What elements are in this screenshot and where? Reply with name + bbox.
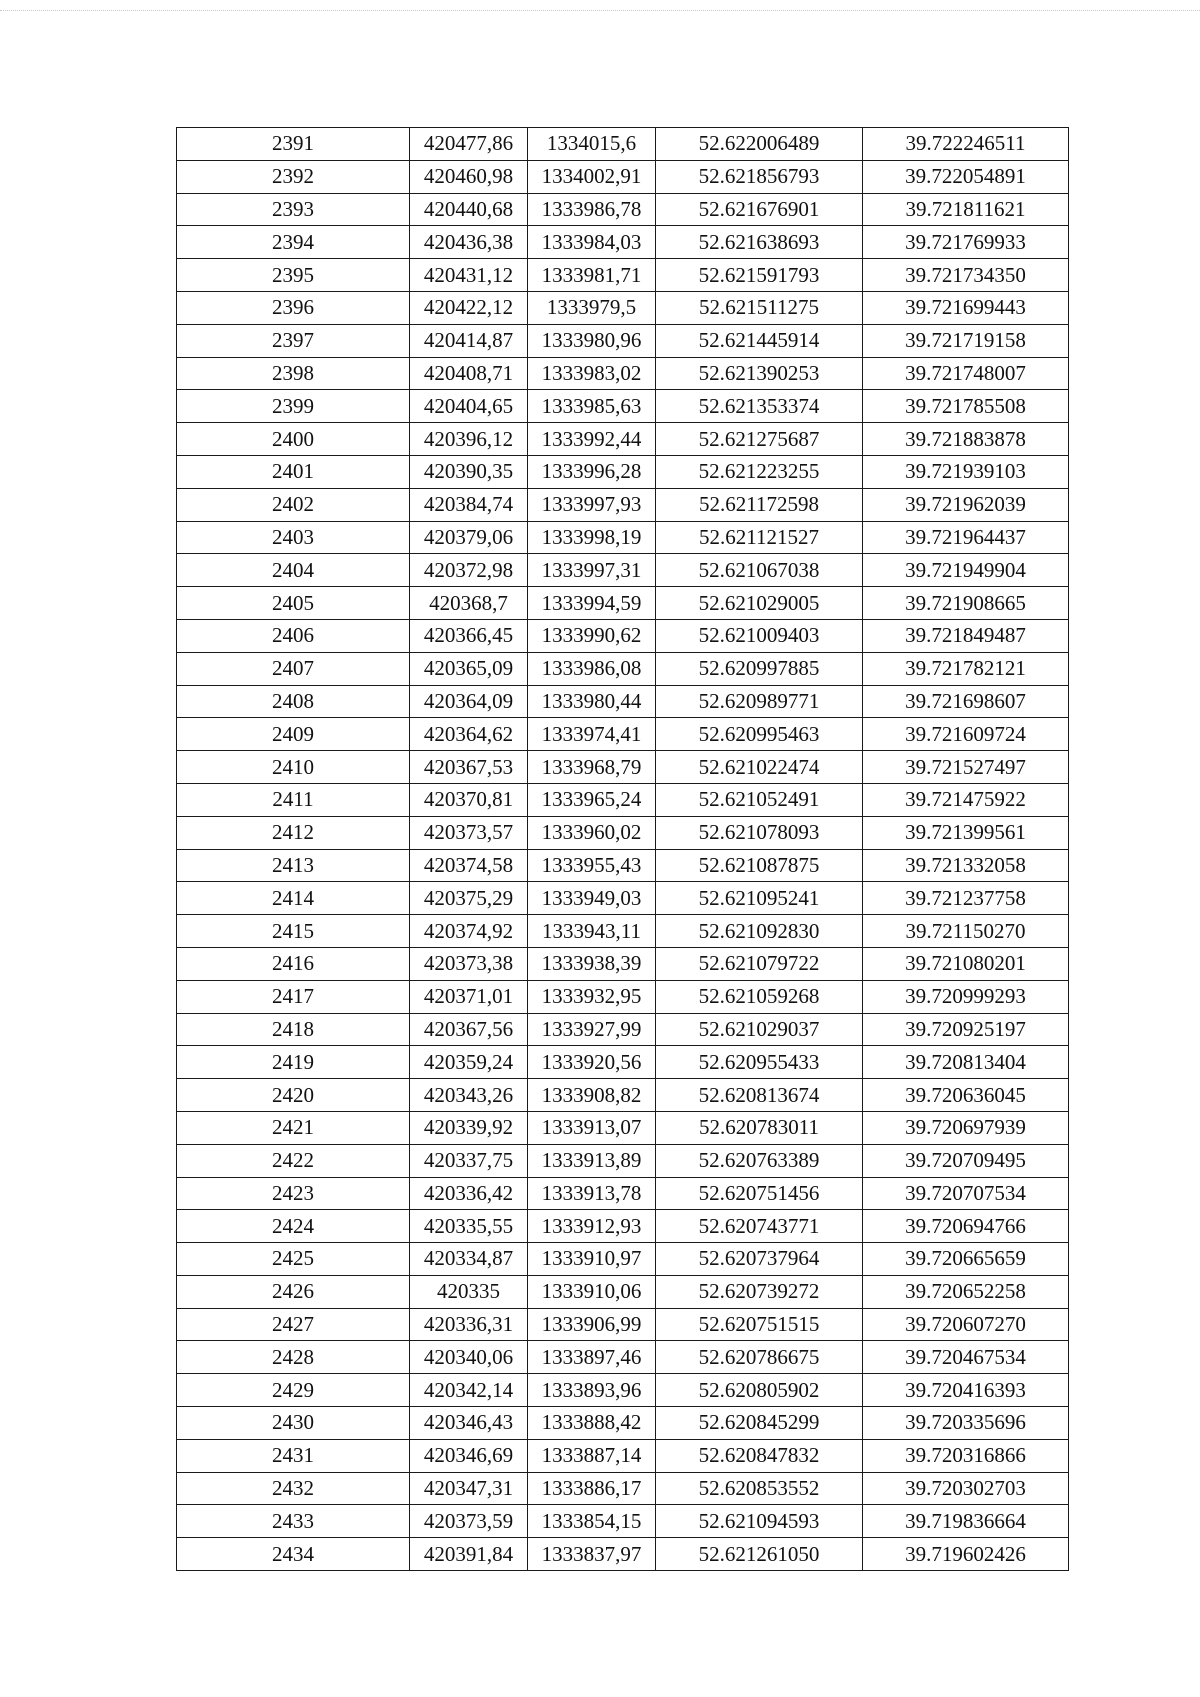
x-coordinate-cell: 420339,92 [410,1111,528,1144]
table-row [177,587,1069,620]
longitude-cell: 39.720302703 [863,1472,1069,1505]
x-coordinate-cell: 420460,98 [410,160,528,193]
longitude-cell: 39.722054891 [863,160,1069,193]
table-row [177,1439,1069,1472]
point-number-cell: 2395 [177,259,410,292]
y-coordinate-cell: 1333932,95 [528,980,656,1013]
table-row [177,193,1069,226]
table-row [177,816,1069,849]
x-coordinate-cell: 420336,31 [410,1308,528,1341]
point-number-cell: 2422 [177,1144,410,1177]
longitude-cell: 39.720665659 [863,1243,1069,1276]
point-number-cell: 2429 [177,1374,410,1407]
longitude-cell: 39.721908665 [863,587,1069,620]
x-coordinate-cell: 420340,06 [410,1341,528,1374]
latitude-cell: 52.621059268 [656,980,863,1013]
x-coordinate-cell: 420396,12 [410,423,528,456]
longitude-cell: 39.721699443 [863,291,1069,324]
y-coordinate-cell: 1333897,46 [528,1341,656,1374]
x-coordinate-cell: 420366,45 [410,619,528,652]
table-row [177,1308,1069,1341]
table-row [177,1177,1069,1210]
table-row [177,1374,1069,1407]
longitude-cell: 39.721332058 [863,849,1069,882]
longitude-cell: 39.721609724 [863,718,1069,751]
table-row [177,160,1069,193]
table-row [177,1538,1069,1571]
table-row [177,521,1069,554]
table-row [177,1407,1069,1440]
y-coordinate-cell: 1333938,39 [528,947,656,980]
y-coordinate-cell: 1333908,82 [528,1079,656,1112]
table-row [177,1111,1069,1144]
point-number-cell: 2392 [177,160,410,193]
longitude-cell: 39.721811621 [863,193,1069,226]
x-coordinate-cell: 420436,38 [410,226,528,259]
x-coordinate-cell: 420477,86 [410,128,528,161]
point-number-cell: 2419 [177,1046,410,1079]
x-coordinate-cell: 420334,87 [410,1243,528,1276]
x-coordinate-cell: 420384,74 [410,488,528,521]
latitude-cell: 52.622006489 [656,128,863,161]
latitude-cell: 52.620845299 [656,1407,863,1440]
table-row [177,1013,1069,1046]
point-number-cell: 2416 [177,947,410,980]
y-coordinate-cell: 1333997,93 [528,488,656,521]
point-number-cell: 2408 [177,685,410,718]
longitude-cell: 39.719602426 [863,1538,1069,1571]
point-number-cell: 2431 [177,1439,410,1472]
x-coordinate-cell: 420359,24 [410,1046,528,1079]
table-row [177,685,1069,718]
x-coordinate-cell: 420373,59 [410,1505,528,1538]
point-number-cell: 2398 [177,357,410,390]
y-coordinate-cell: 1333965,24 [528,783,656,816]
y-coordinate-cell: 1333986,08 [528,652,656,685]
y-coordinate-cell: 1333998,19 [528,521,656,554]
latitude-cell: 52.620783011 [656,1111,863,1144]
y-coordinate-cell: 1334015,6 [528,128,656,161]
table-row [177,980,1069,1013]
x-coordinate-cell: 420390,35 [410,455,528,488]
y-coordinate-cell: 1333981,71 [528,259,656,292]
table-row [177,1341,1069,1374]
x-coordinate-cell: 420346,43 [410,1407,528,1440]
point-number-cell: 2397 [177,324,410,357]
point-number-cell: 2407 [177,652,410,685]
y-coordinate-cell: 1333996,28 [528,455,656,488]
y-coordinate-cell: 1333910,06 [528,1275,656,1308]
table-row [177,1243,1069,1276]
latitude-cell: 52.620739272 [656,1275,863,1308]
y-coordinate-cell: 1333960,02 [528,816,656,849]
point-number-cell: 2409 [177,718,410,751]
longitude-cell: 39.720707534 [863,1177,1069,1210]
point-number-cell: 2412 [177,816,410,849]
y-coordinate-cell: 1333955,43 [528,849,656,882]
x-coordinate-cell: 420346,69 [410,1439,528,1472]
table-row [177,849,1069,882]
x-coordinate-cell: 420370,81 [410,783,528,816]
point-number-cell: 2432 [177,1472,410,1505]
latitude-cell: 52.621092830 [656,915,863,948]
point-number-cell: 2406 [177,619,410,652]
longitude-cell: 39.719836664 [863,1505,1069,1538]
point-number-cell: 2427 [177,1308,410,1341]
x-coordinate-cell: 420422,12 [410,291,528,324]
table-row [177,1046,1069,1079]
longitude-cell: 39.720636045 [863,1079,1069,1112]
point-number-cell: 2401 [177,455,410,488]
x-coordinate-cell: 420365,09 [410,652,528,685]
point-number-cell: 2425 [177,1243,410,1276]
longitude-cell: 39.721748007 [863,357,1069,390]
y-coordinate-cell: 1333992,44 [528,423,656,456]
table-row [177,1079,1069,1112]
point-number-cell: 2411 [177,783,410,816]
latitude-cell: 52.620847832 [656,1439,863,1472]
table-row [177,554,1069,587]
latitude-cell: 52.621052491 [656,783,863,816]
x-coordinate-cell: 420343,26 [410,1079,528,1112]
longitude-cell: 39.721734350 [863,259,1069,292]
x-coordinate-cell: 420440,68 [410,193,528,226]
longitude-cell: 39.721237758 [863,882,1069,915]
x-coordinate-cell: 420379,06 [410,521,528,554]
longitude-cell: 39.721769933 [863,226,1069,259]
point-number-cell: 2433 [177,1505,410,1538]
point-number-cell: 2415 [177,915,410,948]
x-coordinate-cell: 420372,98 [410,554,528,587]
table-row [177,1505,1069,1538]
longitude-cell: 39.720416393 [863,1374,1069,1407]
y-coordinate-cell: 1333986,78 [528,193,656,226]
point-number-cell: 2428 [177,1341,410,1374]
table-row [177,751,1069,784]
point-number-cell: 2404 [177,554,410,587]
longitude-cell: 39.721883878 [863,423,1069,456]
latitude-cell: 52.621121527 [656,521,863,554]
table-row [177,619,1069,652]
point-number-cell: 2421 [177,1111,410,1144]
y-coordinate-cell: 1333913,89 [528,1144,656,1177]
x-coordinate-cell: 420374,92 [410,915,528,948]
latitude-cell: 52.621067038 [656,554,863,587]
longitude-cell: 39.720999293 [863,980,1069,1013]
latitude-cell: 52.620995463 [656,718,863,751]
longitude-cell: 39.720335696 [863,1407,1069,1440]
x-coordinate-cell: 420347,31 [410,1472,528,1505]
point-number-cell: 2410 [177,751,410,784]
point-number-cell: 2403 [177,521,410,554]
y-coordinate-cell: 1333910,97 [528,1243,656,1276]
longitude-cell: 39.721964437 [863,521,1069,554]
longitude-cell: 39.721719158 [863,324,1069,357]
latitude-cell: 52.621445914 [656,324,863,357]
point-number-cell: 2414 [177,882,410,915]
latitude-cell: 52.621223255 [656,455,863,488]
point-number-cell: 2418 [177,1013,410,1046]
x-coordinate-cell: 420414,87 [410,324,528,357]
y-coordinate-cell: 1333994,59 [528,587,656,620]
table-row [177,226,1069,259]
longitude-cell: 39.720697939 [863,1111,1069,1144]
latitude-cell: 52.621094593 [656,1505,863,1538]
latitude-cell: 52.621009403 [656,619,863,652]
latitude-cell: 52.621087875 [656,849,863,882]
table-row [177,259,1069,292]
x-coordinate-cell: 420375,29 [410,882,528,915]
table-row [177,423,1069,456]
latitude-cell: 52.620743771 [656,1210,863,1243]
latitude-cell: 52.620737964 [656,1243,863,1276]
table-row [177,1275,1069,1308]
x-coordinate-cell: 420337,75 [410,1144,528,1177]
latitude-cell: 52.621390253 [656,357,863,390]
latitude-cell: 52.620853552 [656,1472,863,1505]
latitude-cell: 52.620751515 [656,1308,863,1341]
longitude-cell: 39.721849487 [863,619,1069,652]
y-coordinate-cell: 1334002,91 [528,160,656,193]
longitude-cell: 39.720607270 [863,1308,1069,1341]
y-coordinate-cell: 1333980,44 [528,685,656,718]
longitude-cell: 39.720925197 [863,1013,1069,1046]
y-coordinate-cell: 1333854,15 [528,1505,656,1538]
y-coordinate-cell: 1333974,41 [528,718,656,751]
longitude-cell: 39.720694766 [863,1210,1069,1243]
point-number-cell: 2394 [177,226,410,259]
y-coordinate-cell: 1333888,42 [528,1407,656,1440]
table-row [177,947,1069,980]
latitude-cell: 52.620997885 [656,652,863,685]
table-row [177,488,1069,521]
table-row [177,783,1069,816]
point-number-cell: 2393 [177,193,410,226]
y-coordinate-cell: 1333968,79 [528,751,656,784]
x-coordinate-cell: 420391,84 [410,1538,528,1571]
latitude-cell: 52.621172598 [656,488,863,521]
point-number-cell: 2424 [177,1210,410,1243]
longitude-cell: 39.720813404 [863,1046,1069,1079]
latitude-cell: 52.621029005 [656,587,863,620]
point-number-cell: 2399 [177,390,410,423]
latitude-cell: 52.620786675 [656,1341,863,1374]
table-row [177,652,1069,685]
table-row [177,324,1069,357]
x-coordinate-cell: 420373,38 [410,947,528,980]
x-coordinate-cell: 420373,57 [410,816,528,849]
longitude-cell: 39.721475922 [863,783,1069,816]
y-coordinate-cell: 1333980,96 [528,324,656,357]
latitude-cell: 52.621353374 [656,390,863,423]
y-coordinate-cell: 1333990,62 [528,619,656,652]
point-number-cell: 2430 [177,1407,410,1440]
longitude-cell: 39.722246511 [863,128,1069,161]
y-coordinate-cell: 1333906,99 [528,1308,656,1341]
table-row [177,915,1069,948]
point-number-cell: 2420 [177,1079,410,1112]
latitude-cell: 52.620805902 [656,1374,863,1407]
y-coordinate-cell: 1333913,07 [528,1111,656,1144]
point-number-cell: 2391 [177,128,410,161]
y-coordinate-cell: 1333886,17 [528,1472,656,1505]
latitude-cell: 52.621079722 [656,947,863,980]
latitude-cell: 52.621856793 [656,160,863,193]
table-row [177,390,1069,423]
latitude-cell: 52.620763389 [656,1144,863,1177]
y-coordinate-cell: 1333893,96 [528,1374,656,1407]
y-coordinate-cell: 1333979,5 [528,291,656,324]
latitude-cell: 52.621591793 [656,259,863,292]
y-coordinate-cell: 1333837,97 [528,1538,656,1571]
latitude-cell: 52.621029037 [656,1013,863,1046]
point-number-cell: 2400 [177,423,410,456]
table-row [177,1472,1069,1505]
point-number-cell: 2413 [177,849,410,882]
x-coordinate-cell: 420408,71 [410,357,528,390]
longitude-cell: 39.721785508 [863,390,1069,423]
y-coordinate-cell: 1333920,56 [528,1046,656,1079]
point-number-cell: 2434 [177,1538,410,1571]
y-coordinate-cell: 1333943,11 [528,915,656,948]
point-number-cell: 2405 [177,587,410,620]
y-coordinate-cell: 1333949,03 [528,882,656,915]
y-coordinate-cell: 1333997,31 [528,554,656,587]
longitude-cell: 39.721698607 [863,685,1069,718]
latitude-cell: 52.621511275 [656,291,863,324]
table-row [177,1144,1069,1177]
longitude-cell: 39.720316866 [863,1439,1069,1472]
longitude-cell: 39.721399561 [863,816,1069,849]
table-row [177,1210,1069,1243]
coordinates-table [176,127,1069,1571]
longitude-cell: 39.721939103 [863,455,1069,488]
x-coordinate-cell: 420374,58 [410,849,528,882]
x-coordinate-cell: 420364,09 [410,685,528,718]
x-coordinate-cell: 420371,01 [410,980,528,1013]
point-number-cell: 2423 [177,1177,410,1210]
x-coordinate-cell: 420368,7 [410,587,528,620]
table-row [177,455,1069,488]
longitude-cell: 39.721962039 [863,488,1069,521]
latitude-cell: 52.621676901 [656,193,863,226]
x-coordinate-cell: 420335,55 [410,1210,528,1243]
latitude-cell: 52.620751456 [656,1177,863,1210]
latitude-cell: 52.621638693 [656,226,863,259]
y-coordinate-cell: 1333913,78 [528,1177,656,1210]
y-coordinate-cell: 1333985,63 [528,390,656,423]
coordinates-table-body [177,128,1069,1571]
y-coordinate-cell: 1333927,99 [528,1013,656,1046]
x-coordinate-cell: 420367,56 [410,1013,528,1046]
y-coordinate-cell: 1333912,93 [528,1210,656,1243]
longitude-cell: 39.720709495 [863,1144,1069,1177]
scan-edge-line [0,10,1200,11]
x-coordinate-cell: 420367,53 [410,751,528,784]
table-row [177,291,1069,324]
latitude-cell: 52.621078093 [656,816,863,849]
longitude-cell: 39.721782121 [863,652,1069,685]
x-coordinate-cell: 420431,12 [410,259,528,292]
latitude-cell: 52.621261050 [656,1538,863,1571]
y-coordinate-cell: 1333984,03 [528,226,656,259]
latitude-cell: 52.620989771 [656,685,863,718]
y-coordinate-cell: 1333887,14 [528,1439,656,1472]
latitude-cell: 52.620955433 [656,1046,863,1079]
point-number-cell: 2417 [177,980,410,1013]
x-coordinate-cell: 420336,42 [410,1177,528,1210]
latitude-cell: 52.621095241 [656,882,863,915]
point-number-cell: 2426 [177,1275,410,1308]
table-row [177,357,1069,390]
x-coordinate-cell: 420342,14 [410,1374,528,1407]
y-coordinate-cell: 1333983,02 [528,357,656,390]
longitude-cell: 39.721949904 [863,554,1069,587]
x-coordinate-cell: 420335 [410,1275,528,1308]
point-number-cell: 2396 [177,291,410,324]
longitude-cell: 39.721080201 [863,947,1069,980]
longitude-cell: 39.720652258 [863,1275,1069,1308]
longitude-cell: 39.721527497 [863,751,1069,784]
x-coordinate-cell: 420404,65 [410,390,528,423]
table-row [177,882,1069,915]
point-number-cell: 2402 [177,488,410,521]
x-coordinate-cell: 420364,62 [410,718,528,751]
longitude-cell: 39.721150270 [863,915,1069,948]
latitude-cell: 52.620813674 [656,1079,863,1112]
table-row [177,718,1069,751]
latitude-cell: 52.621275687 [656,423,863,456]
latitude-cell: 52.621022474 [656,751,863,784]
table-row [177,128,1069,161]
longitude-cell: 39.720467534 [863,1341,1069,1374]
